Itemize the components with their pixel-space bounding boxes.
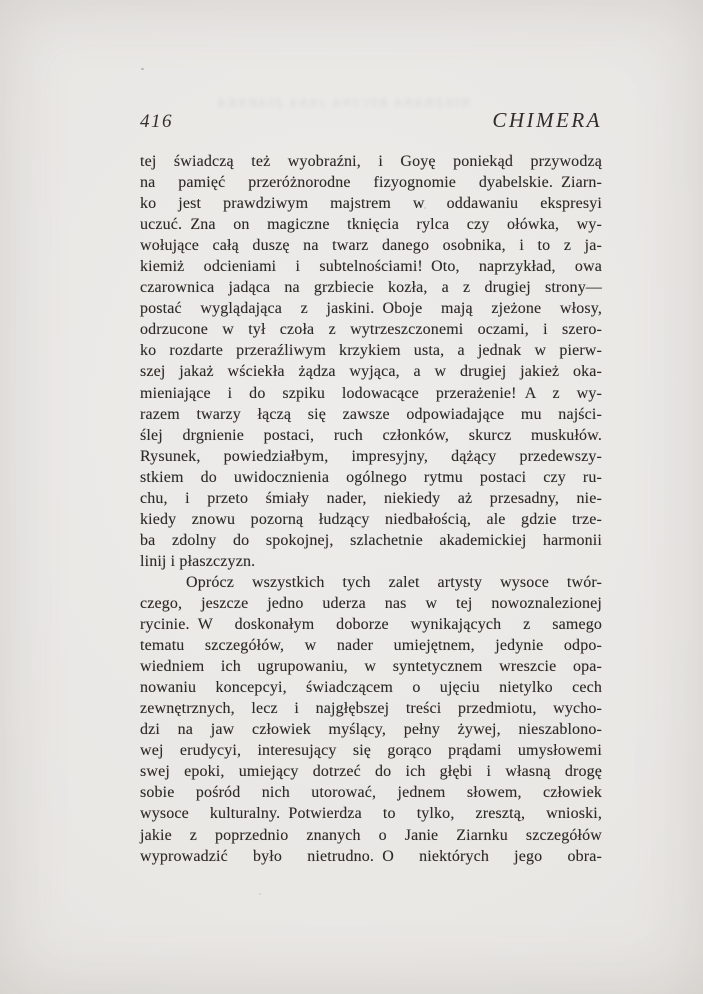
body-text — [140, 151, 602, 867]
text-line: Rysunek, powiedziałbym, impresyjny, dążący przedewszy- — [140, 447, 602, 465]
text-line: na pamięć przeróżnorodne fizyognomie dyabelskie. Ziarn- — [140, 174, 602, 192]
text-line: stkiem do uwidocznienia ogólnego rytmu postaci czy ru- — [140, 468, 602, 486]
text-line: wyprowadzić było nietrudno. O niektórych jego obra- — [140, 847, 602, 865]
text-line: ślej drgnienie postaci, ruch członków, skurcz muskułów. — [140, 426, 602, 444]
text-line: chu, i przeto śmiały nader, niekiedy aż przesadny, nie- — [140, 489, 602, 507]
text-line: postać wyglądająca z jaskini. Oboje mają zjeżone włosy, — [140, 300, 602, 318]
text-line: wiedniem ich ugrupowaniu, w syntetycznem wreszcie opa- — [140, 658, 602, 676]
text-line: ko jest prawdziwym majstrem w oddawaniu ekspresyi — [140, 195, 602, 213]
text-line: sobie pośród nich utorować, jednem słowem, człowiek — [140, 784, 602, 802]
text-line: linij i płaszczyzn. — [140, 552, 256, 570]
text-line: czarownica jadąca na grzbiecie kozła, a z drugiej strony— — [140, 279, 602, 297]
text-line: zewnętrznych, lecz i najgłębszej treści przedmiotu, wycho- — [140, 700, 602, 718]
text-line: wołujące całą duszę na twarz danego osobnika, i to z ja- — [140, 237, 602, 255]
text-line: jakie z poprzednio znanych o Janie Ziarnku szczegółów — [140, 826, 602, 844]
text-line: nowaniu koncepcyi, świadczącem o ujęciu nietylko cech — [140, 679, 602, 697]
text-line: szej jakaż wściekła żądza wyjąca, a w drugiej jakież oka- — [140, 363, 602, 381]
text-line: tematu szczegółów, w nader umiejętnem, jedynie odpo- — [140, 637, 602, 655]
text-line: Oprócz wszystkich tych zalet artysty wysoce twór- — [186, 573, 602, 591]
text-line: uczuć. Zna on magiczne tknięcia rylca czy ołówka, wy- — [140, 216, 602, 234]
text-line: swej epoki, umiejący dotrzeć do ich głębi i własną drogę — [140, 763, 602, 781]
text-line: czego, jeszcze jedno uderza nas w tej nowoznalezionej — [140, 594, 602, 612]
journal-title: CHIMERA — [492, 108, 602, 132]
text-line: mieniające i do szpiku lodowacące przerażenie! A z wy- — [140, 384, 602, 402]
text-line: ba zdolny do spokojnej, szlachetnie akademickiej harmonii — [140, 531, 602, 549]
text-line: dzi na jaw człowiek myślący, pełny żywej, nieszablono- — [140, 721, 602, 739]
page-number: 416 — [140, 111, 173, 132]
text-line: razem twarzy łączą się zawsze odpowiadające mu najści- — [140, 405, 602, 423]
text-line: ko rozdarte przeraźliwym krzykiem usta, a jednak w pierw- — [140, 342, 602, 360]
scan-speck — [259, 893, 261, 895]
text-line: kiedy znowu pozorną łudzący niedbałością, ale gdzie trze- — [140, 510, 602, 528]
show-through-text: NIEZNANA RYCINA JANA ZIARNKA — [215, 95, 470, 110]
text-line: kiemiż odcieniami i subtelnościami! Oto, naprzykład, owa — [140, 258, 602, 276]
text-line: odrzucone w tył czoła z wytrzeszczonemi oczami, i szero- — [140, 321, 602, 339]
scan-speck — [141, 68, 144, 70]
running-head — [140, 108, 602, 133]
text-line: wej erudycyi, interesujący się gorąco prądami umysłowemi — [140, 742, 602, 760]
text-line: rycinie. W doskonałym doborze wynikających z samego — [140, 616, 602, 634]
text-line: wysoce kulturalny. Potwierdza to tylko, zresztą, wnioski, — [140, 805, 602, 823]
text-line: tej świadczą też wyobraźni, i Goyę poniekąd przywodzą — [140, 153, 602, 170]
